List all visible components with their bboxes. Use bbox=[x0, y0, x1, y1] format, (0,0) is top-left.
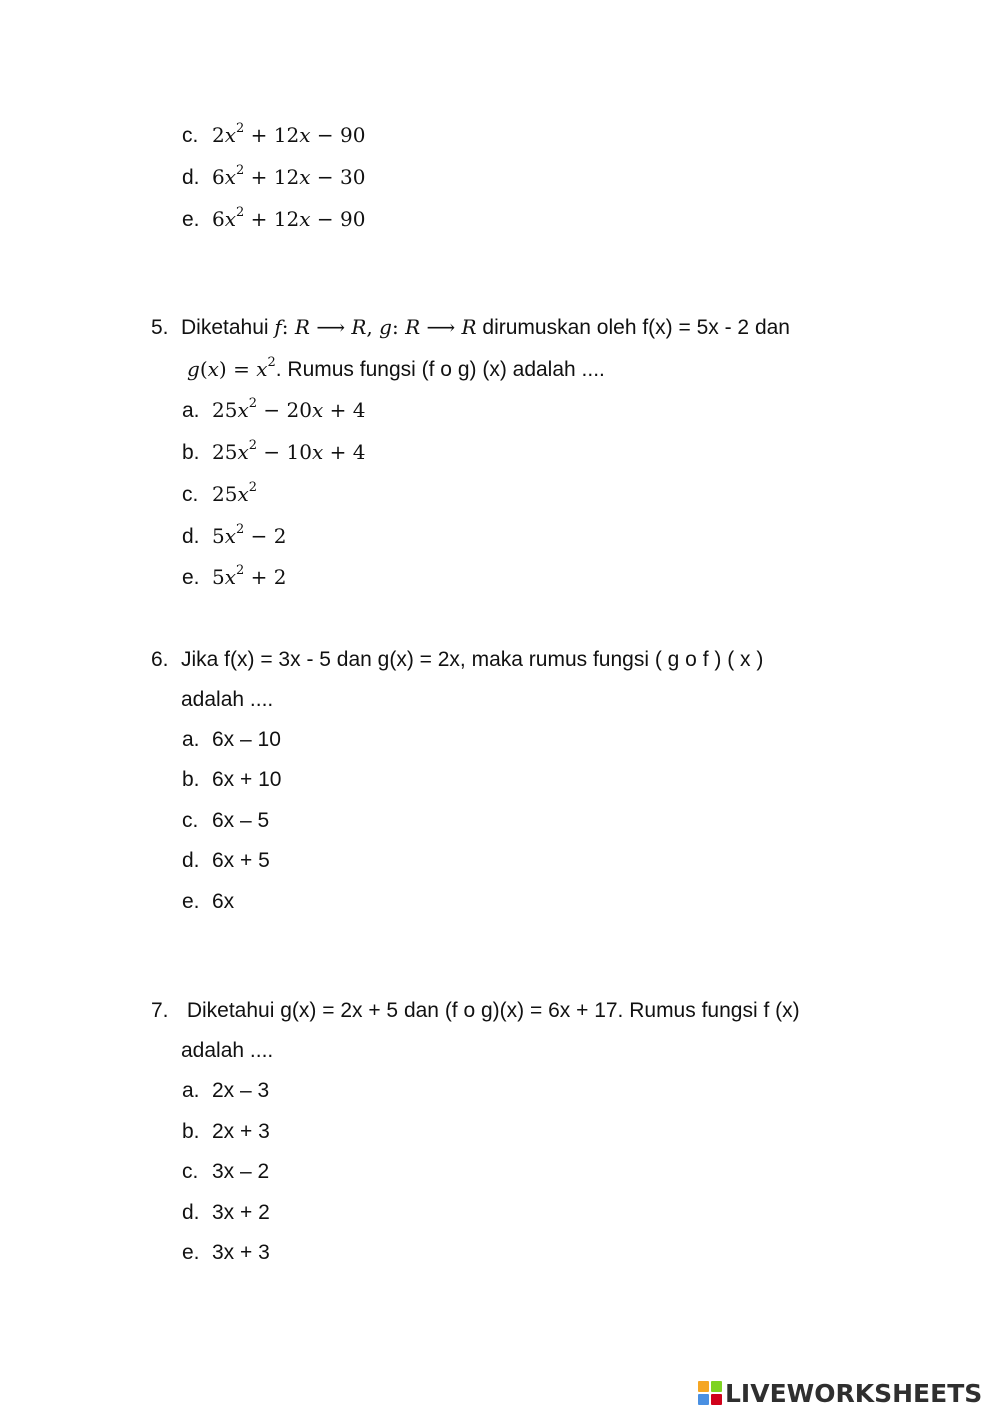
q7-option-c[interactable] bbox=[182, 1158, 269, 1186]
q5-option-e[interactable] bbox=[182, 563, 287, 592]
option-letter: a. bbox=[182, 1079, 200, 1102]
question-text: dirumuskan oleh f(x) = 5x - 2 dan bbox=[476, 316, 790, 339]
q6-question-line2: adalah .... bbox=[181, 688, 274, 711]
question-math: $g(x) = x^2$ bbox=[187, 355, 276, 381]
q6-option-b[interactable] bbox=[182, 766, 281, 794]
question-text: Diketahui bbox=[181, 316, 275, 339]
option-math: $25x^2 - 20x + 4$ bbox=[212, 396, 366, 422]
q5-question-line1 bbox=[151, 313, 790, 342]
q7-question-line2: adalah .... bbox=[181, 1039, 274, 1062]
q5-option-c[interactable] bbox=[182, 480, 257, 509]
option-letter: a. bbox=[182, 728, 200, 751]
option-letter: e. bbox=[182, 566, 200, 589]
option-letter: e. bbox=[182, 208, 200, 231]
question-number: 7. bbox=[151, 999, 169, 1022]
option-letter: e. bbox=[182, 890, 200, 913]
option-letter: a. bbox=[182, 399, 200, 422]
q5-option-b[interactable] bbox=[182, 438, 365, 467]
q5-question-line2 bbox=[187, 355, 605, 384]
option-math: $25x^2 - 10x + 4$ bbox=[212, 438, 366, 464]
option-letter: d. bbox=[182, 849, 200, 872]
question-number: 6. bbox=[151, 648, 169, 671]
option-math: $25x^2$ bbox=[212, 480, 258, 506]
q4-option-d[interactable] bbox=[182, 163, 365, 192]
question-math: f: R ⟶ R, g: R ⟶ R bbox=[274, 315, 477, 339]
q6-question-line1 bbox=[151, 646, 763, 674]
option-letter: b. bbox=[182, 768, 200, 791]
option-letter: b. bbox=[182, 441, 200, 464]
q6-option-a[interactable] bbox=[182, 726, 281, 754]
option-text: 6x – 10 bbox=[212, 728, 281, 751]
option-text: 3x – 2 bbox=[212, 1160, 270, 1183]
q7-question-line1 bbox=[151, 997, 800, 1025]
option-letter: c. bbox=[182, 809, 199, 832]
option-text: 6x bbox=[212, 890, 235, 913]
q4-option-c[interactable] bbox=[182, 121, 365, 150]
option-math: $2x^2 + 12x - 90$ bbox=[212, 121, 366, 147]
q6-option-c[interactable] bbox=[182, 807, 269, 835]
q6-option-e[interactable] bbox=[182, 888, 234, 916]
option-text: 6x – 5 bbox=[212, 809, 270, 832]
question-text: . Rumus fungsi (f o g) (x) adalah .... bbox=[275, 358, 605, 381]
option-math: $6x^2 + 12x - 90$ bbox=[212, 205, 366, 231]
option-text: 6x + 5 bbox=[212, 849, 270, 872]
q4-option-e[interactable] bbox=[182, 205, 365, 234]
q5-option-a[interactable] bbox=[182, 396, 365, 425]
option-text: 6x + 10 bbox=[212, 768, 282, 791]
q7-option-b[interactable] bbox=[182, 1118, 270, 1146]
option-text: 3x + 2 bbox=[212, 1201, 270, 1224]
q6-option-d[interactable] bbox=[182, 847, 270, 875]
question-text: Diketahui g(x) = 2x + 5 dan (f o g)(x) = 6x + 17. Rumus fungsi f (x) bbox=[181, 999, 800, 1022]
option-letter: b. bbox=[182, 1120, 200, 1143]
question-number: 5. bbox=[151, 316, 169, 339]
option-text: 2x – 3 bbox=[212, 1079, 270, 1102]
question-text: Jika f(x) = 3x - 5 dan g(x) = 2x, maka rumus fungsi ( g o f ) ( x ) bbox=[181, 648, 764, 671]
option-letter: c. bbox=[182, 124, 199, 147]
option-math: $5x^2 - 2$ bbox=[212, 522, 287, 548]
liveworksheets-brand[interactable] bbox=[697, 1378, 982, 1408]
q7-option-e[interactable] bbox=[182, 1239, 270, 1267]
q5-option-d[interactable] bbox=[182, 522, 287, 551]
brand-name: LIVEWORKSHEETS bbox=[725, 1378, 983, 1408]
option-letter: d. bbox=[182, 1201, 200, 1224]
option-math: $6x^2 + 12x - 30$ bbox=[212, 163, 366, 189]
q7-option-d[interactable] bbox=[182, 1199, 270, 1227]
q7-option-a[interactable] bbox=[182, 1077, 269, 1105]
liveworksheets-logo-icon bbox=[697, 1380, 723, 1406]
option-math: $5x^2 + 2$ bbox=[212, 563, 287, 589]
option-letter: d. bbox=[182, 166, 200, 189]
option-letter: e. bbox=[182, 1241, 200, 1264]
option-letter: c. bbox=[182, 483, 199, 506]
option-letter: c. bbox=[182, 1160, 199, 1183]
option-text: 3x + 3 bbox=[212, 1241, 270, 1264]
option-letter: d. bbox=[182, 525, 200, 548]
option-text: 2x + 3 bbox=[212, 1120, 270, 1143]
